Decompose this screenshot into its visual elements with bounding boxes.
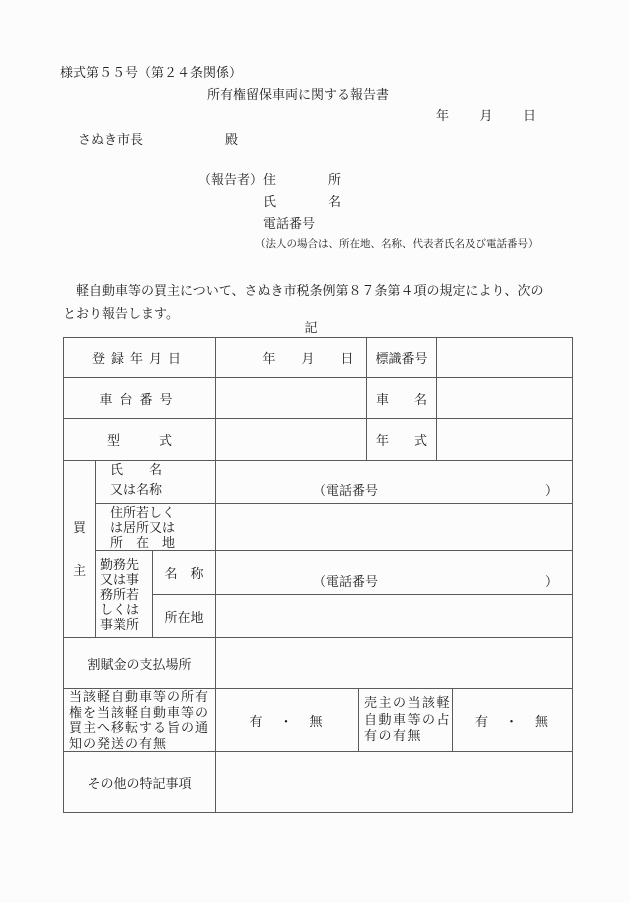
workplace-header-line: 勤務先 [100,556,140,572]
workplace-header-line: 務所若 [100,586,140,602]
workplace-location-label-cell: 所在地 [153,595,216,638]
workplace-name-value-cell [216,551,573,595]
buyer-header-char: 買 [72,520,86,535]
registration-date-label-cell: 登録年月日 [64,338,216,378]
vehicle-name-label-cell [367,378,437,419]
ownership-notice-yesno-cell: 有 ・ 無 [216,689,359,752]
seller-possession-label-line: 自動車等の占 [364,711,452,727]
buyer-header-char: 主 [72,563,86,578]
reporter-prefix: （報告者） [198,172,264,187]
chassis-number-label-cell: 車台番号 [64,378,216,419]
vehicle-name-label-right: 名 [413,391,427,407]
ownership-notice-label-line: 買主へ移転する旨の通 [69,720,210,735]
vehicle-name-value-cell [437,378,573,419]
form-number: 様式第５５号（第２４条関係） [60,65,243,80]
installment-place-value-cell [216,638,573,689]
buyer-name-label-cell [96,461,216,504]
body-line: とおり報告します。 [63,306,179,321]
ownership-notice-label-cell [64,689,216,752]
model-year-label-left: 年 [376,433,390,448]
body-line: 軽自動車等の買主について、さぬき市税条例第８７条第４項の規定により、次の [63,283,544,298]
seller-possession-label-cell [359,689,453,752]
workplace-location-value-cell [216,595,573,638]
model-year-label-right: 式 [413,433,427,448]
reporter-address-line [198,169,341,188]
buyer-name-label-line: 又は名称 [110,482,163,497]
addressee-name: さぬき市長 [78,132,144,147]
seller-possession-label-line: 売主の当該軽 [364,695,452,711]
workplace-phone-label: （電話番号 [313,574,379,589]
reporter-phone-label: 電話番号 [263,216,316,231]
workplace-phone-close-paren: ） [544,574,558,589]
model-year-label-cell [367,419,437,461]
workplace-header-line: 又は事 [100,571,140,587]
model-year-value-cell [437,419,573,461]
ownership-notice-label-line: 知の発送の有無 [69,735,168,751]
buyer-name-label-line: 氏 名 [110,462,163,477]
page-title: 所有権留保車両に関する報告書 [207,87,390,102]
workplace-phone-row [216,571,572,594]
buyer-address-label-line: 所 在 地 [110,534,176,550]
workplace-header-line: 事業所 [100,616,140,632]
chassis-number-value-cell [216,378,367,419]
reporter-name-label: 氏 名 [263,194,342,209]
buyer-address-label-line: は居所又は [110,519,176,535]
buyer-address-label-line: 住所若しく [110,504,176,520]
buyer-phone-row [216,480,572,503]
buyer-header-cell [64,461,96,638]
corporate-note: （法人の場合は、所在地、名称、代表者氏名及び電話番号） [255,239,539,250]
buyer-phone-close-paren: ） [544,483,558,498]
remarks-value-cell [216,752,573,813]
buyer-address-value-cell [216,504,573,551]
model-value-cell [216,419,367,461]
seller-possession-label-line: 有の有無 [364,728,423,744]
registration-date-value-cell: 年 月 日 [216,338,367,378]
workplace-header-line: しくは [100,601,140,617]
workplace-name-label-cell: 名 称 [153,551,216,595]
buyer-phone-label: （電話番号 [313,483,379,498]
addressee-honorific: 殿 [225,132,239,147]
vehicle-name-label-left: 車 [376,391,390,407]
installment-place-label-cell: 割賦金の支払場所 [64,638,216,689]
workplace-header-cell [96,551,153,638]
date-line: 年 月 日 [436,108,538,123]
ki-heading: 記 [304,320,318,335]
reporter-address-label: 住 所 [263,172,342,187]
buyer-name-value-cell [216,461,573,504]
plate-number-label-cell: 標識番号 [367,338,437,378]
report-table [63,337,573,813]
ownership-notice-label-line: 権を当該軽自動車等の [69,704,210,720]
seller-possession-yesno-cell: 有 ・ 無 [453,689,573,752]
remarks-label-cell: その他の特記事項 [64,752,216,813]
ownership-notice-label-line: 当該軽自動車等の所有 [69,689,210,704]
model-label-cell: 型 式 [64,419,216,461]
plate-number-value-cell [437,338,573,378]
buyer-address-label-cell [96,504,216,551]
